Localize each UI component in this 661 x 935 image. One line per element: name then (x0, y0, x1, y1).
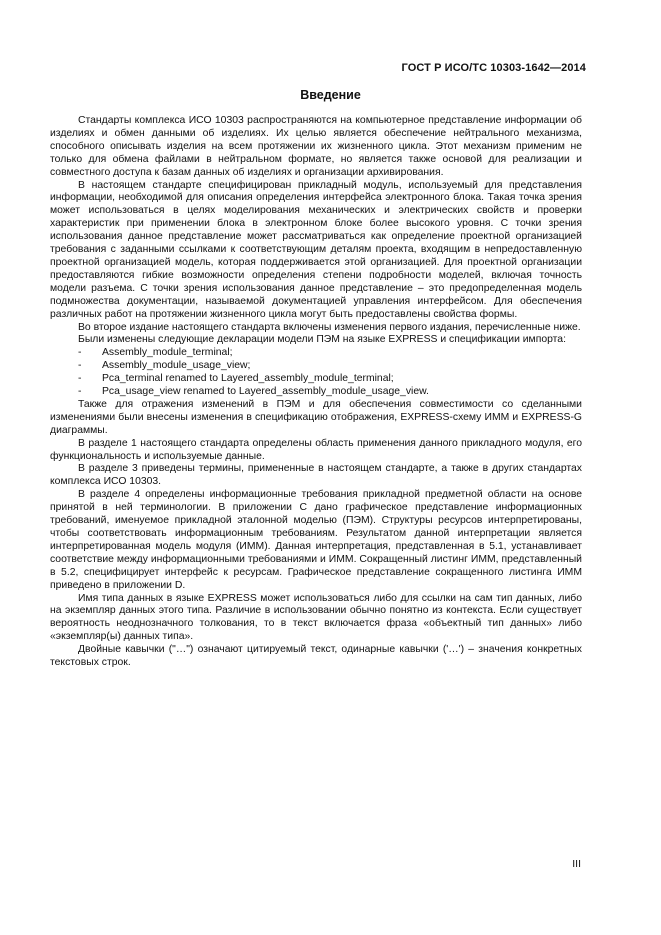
list-item-text: Pca_terminal renamed to Layered_assembly_module_terminal; (102, 373, 394, 385)
paragraph: В настоящем стандарте специфицирован прикладный модуль, используемый для представления информации, необходимой для описания определения интерфейса электронного блока. Такая точка зрения может использоваться в целях моделирования механических и электрических свойств и проверки характеристик при применении блока в электронном блоке более высокого уровня. С точки зрения использования данное представление может рассматриваться как определение проектной организацией требования с заданными ссылками к соответствующим деталям проекта, входящим в непредоставленную проектной организацией модель, которая поддерживается этой организацией. Для проектной организации предоставляются гибкие возможности определения степени подробности моделей, включая точность модели разъема. С точки зрения использования данное представление – это предопределенная модель подмножества документации, называемой документацией управления интерфейсом. Для обеспечения различных работ на протяжении жизненного цикла могут быть предоставлены свойства формы. (50, 179, 582, 320)
paragraph: Были изменены следующие декларации модели ПЭМ на языке EXPRESS и спецификации импорта: (78, 334, 566, 346)
paragraph: В разделе 3 приведены термины, примененные в настоящем стандарте, а также в других стандартах комплекса ИСО 10303. (50, 463, 582, 488)
list-marker: - (78, 373, 82, 385)
list-marker: - (78, 386, 82, 398)
list-marker: - (78, 347, 82, 359)
paragraph: Стандарты комплекса ИСО 10303 распространяются на компьютерное представление информации об изделиях и обмен данными об изделиях. Их целью является обеспечение нейтрального механизма, способного описывать изделия на всем протяжении их жизненного цикла. Этот механизм применим не только для обмена файлами в нейтральном формате, но является также основой для реализации и совместного доступа к базам данных об изделиях и организации архивирования. (50, 115, 582, 178)
list-item (50, 360, 582, 373)
list-item-text: Assembly_module_terminal; (102, 347, 233, 359)
paragraph: Также для отражения изменений в ПЭМ и для обеспечения совместимости со сделанными изменениями были внесены изменения в спецификацию отображения, EXPRESS-схему ИММ и EXPRESS-G диаграммы. (50, 398, 582, 436)
list-item (50, 373, 582, 386)
list-item (50, 386, 582, 399)
list-marker: - (78, 360, 82, 372)
paragraph: Двойные кавычки ("…") означают цитируемый текст, одинарные кавычки ('…') – значения конкретных текстовых строк. (50, 644, 582, 669)
page-number: III (572, 858, 581, 870)
list-item (50, 347, 582, 360)
document-body (50, 115, 582, 670)
paragraph: В разделе 4 определены информационные требования прикладной предметной области на основе принятой в ней терминологии. В приложении С дано графическое представление информационных требований, именуемое прикладной эталонной моделью (ПЭМ). Структуры ресурсов интерпретированы, чтобы соответствовать информационным требованиям. Результатом данной интерпретации является интерпретированная модель модуля (ИММ). Данная интерпретация, представленная в 5.1, устанавливает соответствие между информационными требованиями и ИММ. Сокращенный листинг ИММ, представленный в 5.2, специфицирует интерфейс к ресурсам. Графическое представление сокращенного листинга ИММ приведено в приложении D. (50, 489, 582, 591)
section-title: Введение (300, 88, 361, 102)
document-header: ГОСТ Р ИСО/ТС 10303-1642—2014 (401, 62, 586, 74)
paragraph: Во второе издание настоящего стандарта включены изменения первого издания, перечисленные ниже. (78, 321, 581, 333)
declaration-list (50, 347, 582, 399)
list-item-text: Assembly_module_usage_view; (102, 360, 251, 372)
paragraph: Имя типа данных в языке EXPRESS может использоваться либо для ссылки на сам тип данных, либо на экземпляр данных этого типа. Различие в использовании обычно понятно из контекста. Если существует вероятность неоднозначного толкования, то в текст включается фраза «объектный тип данных» либо «экземпляр(ы) данных типа». (50, 592, 582, 643)
paragraph: В разделе 1 настоящего стандарта определены область применения данного прикладного модуля, его функциональность и используемые данные. (50, 437, 582, 462)
list-item-text: Pca_usage_view renamed to Layered_assembly_module_usage_view. (102, 386, 429, 398)
